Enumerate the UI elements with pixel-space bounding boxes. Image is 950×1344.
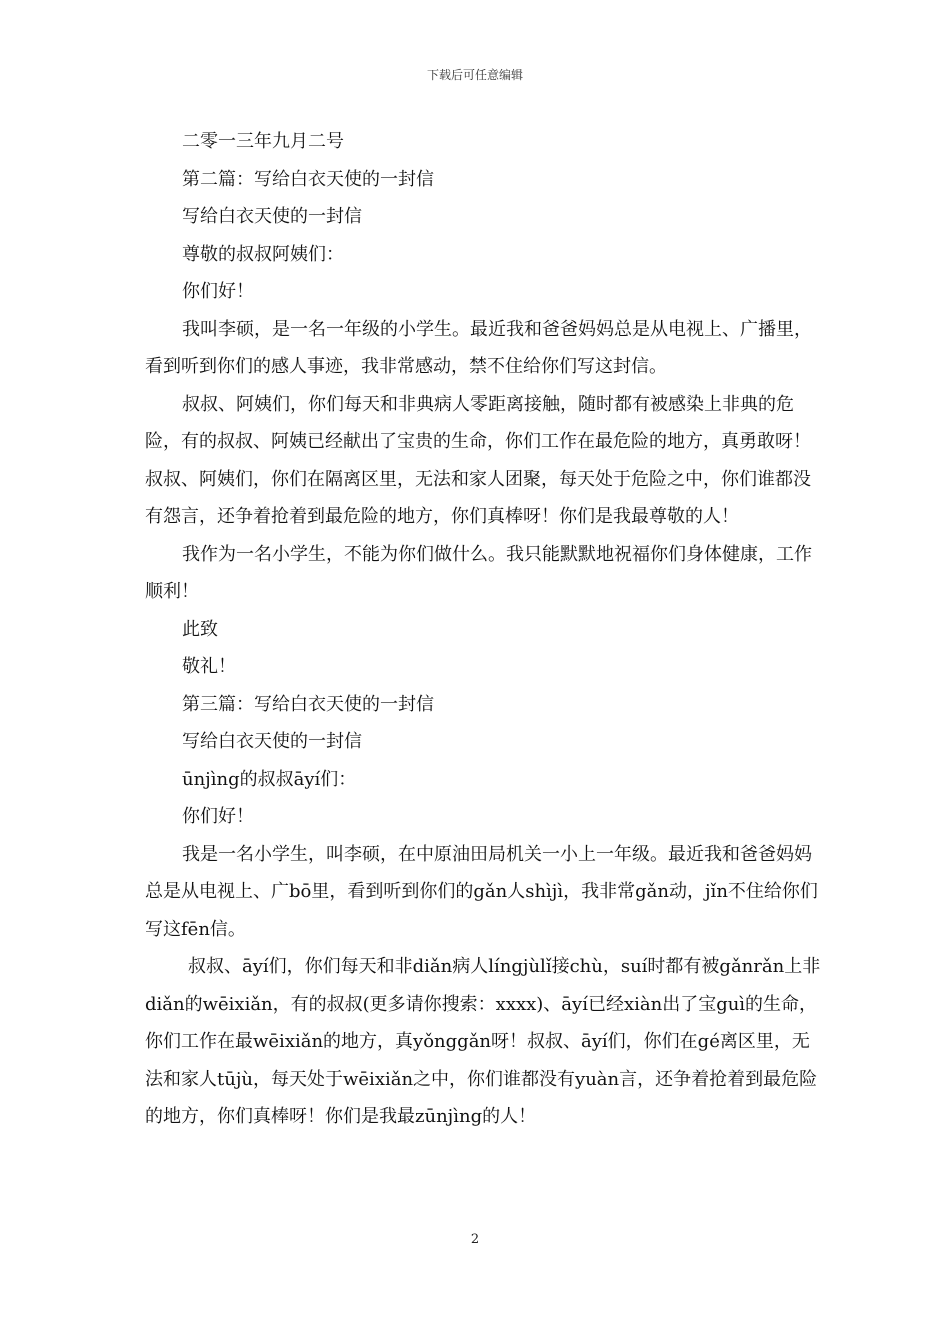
section-3-salutation: ūnjìng的叔叔āyí们： — [182, 768, 357, 790]
section-2-title: 第二篇：写给白衣天使的一封信 — [182, 168, 434, 190]
section-2-greeting: 你们好！ — [182, 281, 254, 302]
section-3-paragraph-2: 叔叔、āyí们，你们每天和非diǎn病人língjùlǐ接chù，suí时都有被gǎnrǎn上非diǎn的wēixiǎn，有的叔叔(更多请你搜索：xxxx)、āyí已经xiàn出了宝guì的生命，你们工作在最wēixiǎn的地方，真yǒnggǎn呀！叔叔、āyí们，你们在gé离区里，无法和家人tūjù，每天处于wēixiǎn之中，你们谁都没有yuàn言，还争着抢着到最危险的地方，你们真棒呀！你们是我最zūnjìng的人！ — [145, 956, 821, 1127]
section-2-paragraph-3: 我作为一名小学生，不能为你们做什么。我只能默默地祝福你们身体健康，工作顺利！ — [145, 543, 812, 602]
section-2-closing-1: 此致 — [182, 618, 218, 640]
section-2-subtitle: 写给白衣天使的一封信 — [182, 206, 362, 227]
page-header: 下载后可任意编辑 — [426, 68, 523, 82]
section-3-subtitle: 写给白衣天使的一封信 — [182, 731, 362, 752]
section-3-greeting: 你们好！ — [182, 806, 254, 827]
date-line: 二零一三年九月二号 — [182, 131, 344, 152]
document-body — [145, 123, 825, 1136]
section-2-paragraph-2: 叔叔、阿姨们，你们每天和非典病人零距离接触，随时都有被感染上非典的危险，有的叔叔、阿姨已经献出了宝贵的生命，你们工作在最危险的地方，真勇敢呀！叔叔、阿姨们，你们在隔离区里，无法和家人团聚，每天处于危险之中，你们谁都没有怨言，还争着抢着到最危险的地方，你们真棒呀！你们是我最尊敬的人！ — [145, 393, 811, 527]
section-2-paragraph-1: 我叫李硕，是一名一年级的小学生。最近我和爸爸妈妈总是从电视上、广播里，看到听到你们的感人事迹，我非常感动，禁不住给你们写这封信。 — [145, 318, 812, 377]
page-number: 2 — [470, 1232, 480, 1247]
section-2-salutation: 尊敬的叔叔阿姨们： — [182, 243, 344, 265]
section-3-paragraph-1: 我是一名小学生，叫李硕，在中原油田局机关一小上一年级。最近我和爸爸妈妈总是从电视上、广bō里，看到听到你们的gǎn人shìjì，我非常gǎn动，jǐn不住给你们写这fēn信。 — [145, 843, 818, 940]
section-3-title: 第三篇：写给白衣天使的一封信 — [182, 693, 434, 715]
section-2-closing-2: 敬礼！ — [182, 656, 236, 677]
